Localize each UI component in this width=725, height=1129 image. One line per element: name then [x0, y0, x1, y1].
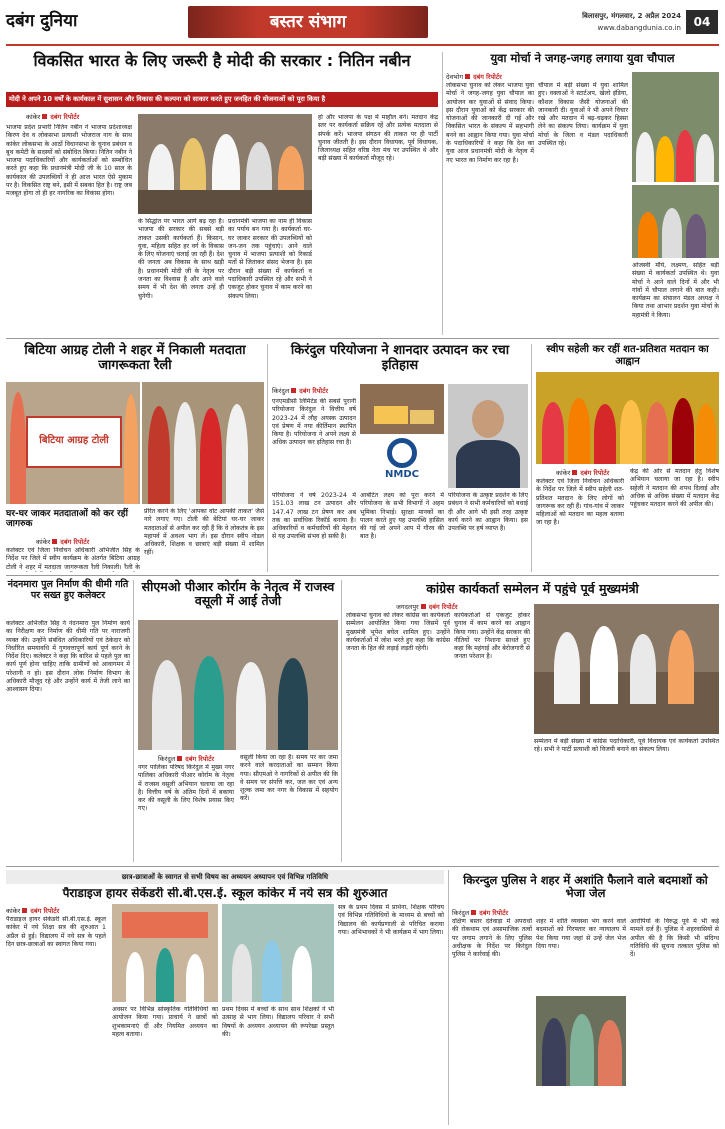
place: किरंदुल — [452, 909, 470, 917]
masthead-rule — [6, 44, 719, 46]
accused-photo — [536, 996, 626, 1086]
body-col-1: कलेक्टर एवं जिला निर्वाचन अधिकारी के निर्देश पर जिले में स्वीप सहेली शत-प्रतिशत मतदान के लिए लोगों को जागरूक कर रही हैं। गांव-गांव में जाकर महिलाओं को मतदान का महत्व बताया जा रहा है। — [536, 478, 624, 527]
body-col-1: लोकसभा चुनाव को लेकर कांग्रेस का कार्यकर्ता सम्मेलन आयोजित किया गया जिसमें पूर्व मुख्यमंत्री भूपेश बघेल शामिल हुए। उन्होंने कार्यकर्ताओं में जोश भरते हुए कहा कि कांग्रेस जनता के हित की लड़ाई लड़ती रहेगी। — [346, 612, 450, 653]
photo-figure — [226, 404, 248, 504]
nmdc-emblem — [387, 438, 417, 468]
photo-figure — [200, 408, 222, 504]
photo-divider — [632, 182, 719, 185]
body-col-4: हो और भाजपा के पक्ष में माहौल बने। मतदान केंद्र स्तर पर कार्यकर्ता सक्रिय रहें और प्रत्येक मतदाता से संपर्क करें। भाजपा संगठन की ताकत पर ही पार्टी चुनाव जीतती है। इस दौरान विधायक, पूर्व विधायक, जिलाध्यक्ष सहित वरिष्ठ नेता मंच पर उपस्थित थे और बड़ी संख्या में कार्यकर्ता मौजूद रहे। — [318, 114, 438, 163]
headline: विकसित भारत के लिए जरूरी है मोदी की सरकार : नितिन नबीन — [33, 51, 411, 70]
column-rule — [341, 580, 342, 862]
photo-figure — [174, 402, 196, 504]
logo-text: दबंग दुनिया — [6, 11, 78, 31]
reporter: दबंग रिपोर्टर — [50, 113, 80, 121]
meeting-photo — [138, 114, 312, 214]
photo-figure — [542, 1018, 566, 1086]
photo-figure — [194, 656, 224, 750]
byline — [396, 602, 458, 611]
photo-figure — [554, 632, 580, 704]
reporter: दबंग रिपोर्टर — [479, 909, 509, 917]
photo-figure — [124, 394, 138, 504]
chaupal-photo — [632, 72, 719, 258]
byline — [36, 537, 89, 546]
photo-decor — [122, 912, 208, 938]
rally-banner — [26, 416, 122, 468]
headline: युवा मोर्चा ने जगह-जगह लगाया युवा चौपाल — [490, 52, 675, 65]
photo-figure — [292, 946, 312, 1002]
photo-figure — [696, 404, 716, 464]
photo-figure — [232, 944, 252, 1002]
body-col-1: पैराडाइज हायर सेकेंडरी सी.बी.एस.ई. स्कूल कांकेर में नये शिक्षा सत्र की शुरुआत 1 अप्रैल से हुई। विद्यालय में नये सत्र के पहले दिन छात्र-छात्राओं का स्वागत किया गया। — [6, 916, 106, 948]
place: कांकेर — [36, 538, 51, 546]
body-col-2: अवसर पर विभिन्न सांस्कृतिक गतिविधियों का आयोजन किया गया। प्राचार्य ने छात्रों को शुभकामनाएं दीं और नियमित अध्ययन का महत्व बताया। — [112, 1006, 218, 1038]
byline — [6, 906, 59, 915]
body-col-2: चौपाल में बड़ी संख्या में युवा शामिल हुए। वक्ताओं ने स्टार्टअप, खेलो इंडिया, कौशल विकास जैसी योजनाओं की जानकारी दी। युवाओं ने भी अपने विचार रखे और मतदान में बढ़-चढ़कर हिस्सा लेने का संकल्प लिया। कार्यक्रम में युवा मोर्चा के जिला व मंडल पदाधिकारी उपस्थित रहे। — [538, 82, 628, 148]
reporter: दबंग रिपोर्टर — [473, 73, 502, 81]
page-number-box — [686, 10, 718, 34]
column-rule — [133, 580, 134, 862]
photo-figure — [148, 406, 170, 504]
body-col-1: नगर पालिका परिषद किरंदुल में मुख्य नगर पालिका अधिकारी पीआर कोर्राम के नेतृत्व में राजस्व वसूली अभियान चलाया जा रहा है। वित्तीय वर्ष के अंतिम दिनों में बकाया कर की वसूली के लिए विशेष प्रयास किए गए। — [138, 764, 234, 813]
story-kirandul-police — [452, 870, 719, 1125]
headline: पैराडाइज हायर सेकेंडरी सी.बी.एस.ई. स्कूल कांकेर में नये सत्र की शुरुआत — [62, 887, 388, 900]
kicker-bar — [6, 870, 444, 884]
photo-figure — [126, 952, 144, 1002]
body-col-1: एनएमडीसी लिमिटेड की सबसे पुरानी परियोजना किरंदुल ने वित्तीय वर्ष 2023-24 में लौह अयस्क उत्पादन एवं प्रेषण में नया कीर्तिमान स्थापित किया है। परियोजना ने अपने लक्ष्य से अधिक उत्पादन कर इतिहास रचा है। — [272, 398, 356, 447]
photo-figure — [186, 954, 204, 1002]
nmdc-logo — [360, 436, 444, 488]
story-sweep-saheli — [536, 344, 719, 572]
photo-figure — [636, 132, 654, 182]
column-rule — [531, 344, 532, 572]
headline: सीएमओ पीआर कोर्राम के नेतृत्व में राजस्व वसूली में आई तेजी — [141, 579, 335, 609]
body-col-1: दक्षिण बस्तर दंतेवाड़ा में अपराधों की रोकथाम एवं असामाजिक तत्वों पर लगाम लगाने के लिए पुलिस अधीक्षक के निर्देश पर किरंदुल पुलिस ने कार्रवाई की। — [452, 918, 532, 959]
photo-figure — [598, 1020, 622, 1086]
photo-figure — [568, 398, 590, 464]
masthead-logo — [6, 7, 122, 35]
byline — [158, 754, 214, 763]
byline — [556, 468, 609, 477]
column-rule — [448, 870, 449, 1125]
mine-photo — [360, 384, 444, 434]
voters-photo — [142, 382, 264, 504]
body-col-3: आरोपियों के विरुद्ध पूर्व में भी कई मामले दर्ज हैं। पुलिस ने शहरवासियों से अपील की है कि किसी भी संदिग्ध गतिविधि की सूचना तत्काल पुलिस को दें। — [630, 918, 719, 959]
photo-figure — [542, 402, 564, 464]
photo-figure — [570, 1014, 594, 1086]
school-photo-2 — [222, 904, 334, 1002]
reporter: दबंग रिपोर्टर — [30, 907, 60, 915]
body-col-3: ओजस्वी मौर्य, लक्ष्मण, सहित बड़ी संख्या में कार्यकर्ता उपस्थित थे। युवा मोर्चा ने आने वाले दिनों में और भी गांवों में चौपाल लगाने की बात कही। कार्यक्रम का संचालन मंडल अध्यक्ष ने किया तथा आभार प्रदर्शन युवा मोर्चा के महामंत्री ने किया। — [632, 262, 719, 319]
photo-table — [138, 190, 312, 214]
dateline: बिलासपुर, मंगलवार, 2 अप्रैल 2024 — [582, 12, 681, 20]
reporter: दबंग रिपोर्टर — [60, 538, 90, 546]
website: www.dabangdunia.co.in — [597, 24, 681, 32]
body-col-1: कलेक्टर एवं जिला निर्वाचन अधिकारी अभिजीत सिंह के निर्देश पर जिले में स्वीप कार्यक्रम के अंतर्गत बिटिया आग्रह टोली ने शहर में मतदाता जागरूकता रैली निकाली। रैली के — [6, 547, 140, 571]
headline: किरंदुल परियोजना ने शानदार उत्पादन कर रचा इतिहास — [290, 343, 510, 373]
place: कांकेर — [556, 469, 571, 477]
story-paradise-school — [6, 870, 444, 1125]
body-col-2: के सिद्धांत पर भारत आगे बढ़ रहा है। भाजपा की सरकार की सबसे बड़ी ताकत उसकी कार्यकर्ता हैं। किसान, युवा, महिला सहित हर वर्ग के विकास के लिए योजनाएं चलाई जा रही हैं। देश की जनता अब विकास के साथ खड़ी है। प्रधानमंत्री मोदी जी के नेतृत्व पर जनता का विश्वास है और आने वाले समय में भी देश की जनता उन्हें ही चुनेगी। — [138, 218, 224, 300]
photo-figure — [156, 948, 174, 1002]
photo-figure — [590, 626, 618, 704]
body-col-4: सत्र के प्रथम दिवस में प्रार्थना, शिक्षक परिचय एवं विभिन्न गतिविधियों के माध्यम से बच्चों को विद्यालय की कार्यप्रणाली से परिचित कराया गया। अभिभावकों ने भी कार्यक्रम में भाग लिया। — [338, 904, 444, 936]
photo-truck — [410, 410, 434, 424]
place: कांकेर — [26, 113, 41, 121]
body-col-2: परियोजना ने वर्ष 2023-24 में 151.03 लाख टन उत्पादन और 147.47 लाख टन प्रेषण कर अब तक का सर्वाधिक रिकॉर्ड बनाया है। अधिकारियों व कर्मचारियों की मेहनत से यह उपलब्धि संभव हो सकी है। — [272, 492, 356, 541]
body-col-4: परियोजना के उत्कृष्ट प्रदर्शन के लिए प्रबंधन ने सभी कर्मचारियों को बधाई दी और आगे भी इसी तरह उत्कृष्ट कार्य करने का आह्वान किया। इस उपलब्धि पर हर्ष व्याप्त है। — [448, 492, 528, 533]
photo-figure — [686, 214, 706, 258]
headline: कांग्रेस कार्यकर्ता सम्मेलन में पहुंचे पूर्व मुख्यमंत्री — [426, 582, 639, 596]
reporter: दबंग रिपोर्टर — [580, 469, 610, 477]
congress-photo — [534, 604, 719, 734]
body-col-2: शहर में शांति व्यवस्था भंग करने वाले बदमाशों को गिरफ्तार कर न्यायालय में पेश किया गया जहां से उन्हें जेल भेज दिया गया। — [536, 918, 626, 950]
place: देवभोग — [446, 73, 463, 81]
byline — [452, 908, 508, 917]
body-col-1: लोकसभा चुनाव को लेकर भाजपा युवा मोर्चा ने जगह-जगह युवा चौपाल का आयोजन कर युवाओं से संवाद किया। इस दौरान युवाओं को केंद्र सरकार की योजनाओं की जानकारी दी गई और विकसित भारत के संकल्प में सहभागी बनने का आह्वान किया गया। युवा मोर्चा के पदाधिकारियों ने कहा कि देश का युवा आज प्रधानमंत्री मोदी के नेतृत्व में नए भारत का निर्माण कर रहा है। — [446, 82, 534, 164]
photo-figure — [656, 136, 674, 182]
reporter: दबंग रिपोर्टर — [299, 387, 329, 395]
sweep-photo — [536, 372, 719, 464]
place: जगदलपुर — [396, 603, 419, 611]
photo-figure — [10, 392, 26, 504]
place: किरंदुल — [272, 387, 290, 395]
section-banner — [188, 6, 428, 38]
headline: किरन्दुल पुलिस ने शहर में अशांति फैलाने वाले बदमाशों को भेजा जेल — [463, 873, 708, 901]
photo-figure — [236, 662, 266, 750]
headline: बिटिया आग्रह टोली ने शहर में निकाली मतदाता जागरूकता रैली — [24, 343, 246, 373]
body-col-2: प्रेरित करने के लिए 'आपका वोट आपकी ताकत' जैसे नारे लगाए गए। टोली की बेटियां घर-घर जाकर मतदाताओं से अपील कर रही हैं कि वे लोकतंत्र के इस महापर्व में अवश्य भाग लें। इस दौरान स्वीप नोडल अधिकारी, शिक्षक व छात्राएं बड़ी संख्या में शामिल रहीं। — [144, 508, 264, 557]
place: किरंदुल — [158, 755, 176, 763]
photo-figure — [630, 634, 656, 704]
byline — [272, 386, 328, 395]
headline: नंदनमारा पुल निर्माण की धीमी गति पर सख्त हुए कलेक्टर — [7, 579, 129, 601]
kicker: छात्र-छात्राओं के स्वागत से सभी विषय का अध्ययन अध्यापन एवं विभिन्न गतिविधि — [121, 873, 329, 881]
photo-figure — [662, 208, 682, 258]
body-col-3: प्रधानमंत्री भाजपा का नाम ही विकास का पर्याय बन गया है। कार्यकर्ता घर-घर जाकर सरकार की उपलब्धियों को जन-जन तक पहुंचाएं। आने वाले चुनाव में भाजपा प्रत्याशी को रिकार्ड मतों से जिताकर संसद भेजना है। इस दौरान बड़ी संख्या में कार्यकर्ता व पदाधिकारी उपस्थित रहे और सभी ने एकजुट होकर चुनाव में काम करने का संकल्प लिया। — [228, 218, 312, 300]
photo-figure — [646, 402, 668, 464]
photo-figure — [676, 130, 694, 182]
body-col-1: भाजपा प्रदेश प्रभारी नितिन नबीन ने भाजपा प्रदेशाध्यक्ष किरण देव व लोकसभा प्रत्याशी भोजराज नाग के साथ कांकेर लोकसभा के आठों विधानसभा के चुनाव प्रबंधन व बूथ कमेटी के सदस्यों को संबोधित किया। नितिन नबीन ने भाजपा पदाधिकारियों और कार्यकर्ताओं को सम्बोधित करते हुए कहा कि प्रधानमंत्री मोदी जी के 10 साल के कार्यकाल की उपलब्धियों ने ही आज भारत ऐसे मुकाम पर है। विकसित राष्ट्र बने, इसी में सबका हित है। राष्ट्र जब मजबूत होगा तो ही हर नागरिक का विकास होगा। — [6, 124, 132, 198]
reporter: दबंग रिपोर्टर — [428, 603, 458, 611]
officials-photo — [138, 620, 338, 750]
body-col-3: प्रथम दिवस में बच्चों के साथ साथ शिक्षकों ने भी उत्साह से भाग लिया। विद्यालय परिवार ने सभी विषयों के अध्ययन अध्यापन की रूपरेखा प्रस्तुत की। — [222, 1006, 334, 1038]
place: कांकेर — [6, 907, 21, 915]
row-rule — [6, 866, 719, 867]
column-rule — [442, 52, 443, 335]
photo-figure — [696, 134, 714, 182]
byline — [446, 72, 502, 81]
photo-truck — [374, 406, 408, 424]
column-rule — [267, 344, 268, 572]
photo-figure — [638, 212, 658, 258]
body: कलेक्टर अभिजीत सिंह ने नंदनमारा पुल निर्माण कार्य का निरीक्षण कर निर्माण की धीमी गति पर नाराजगी व्यक्त की। उन्होंने संबंधित अधिकारियों एवं ठेकेदार को निर्धारित समयावधि में गुणवत्तापूर्ण कार्य पूर्ण करने के निर्देश दिए। कलेक्टर ने कहा कि बारिश से पहले पुल का कार्य पूर्ण होना चाहिए ताकि ग्रामीणों को आवागमन में परेशानी न हो। इस दौरान लोक निर्माण विभाग के अधिकारी मौजूद रहे और उन्होंने कार्य में तेजी लाने का आश्वासन दिया। — [6, 620, 130, 694]
school-photo-1 — [112, 904, 218, 1002]
photo-figure — [668, 630, 694, 704]
nmdc-text: NMDC — [385, 469, 419, 480]
body-col-2: कार्यकर्ताओं से एकजुट होकर चुनाव में काम करने का आह्वान किया गया। उन्होंने केंद्र सरकार की नीतियों पर निशाना साधते हुए कहा कि महंगाई और बेरोजगारी से जनता परेशान है। — [454, 612, 530, 661]
sub-headline: घर-घर जाकर मतदाताओं को कर रहीं जागरुक — [6, 509, 128, 530]
row-rule — [6, 338, 719, 339]
story-kirandul-project — [272, 344, 528, 572]
photo-figure — [594, 404, 616, 464]
section-title: बस्तर संभाग — [269, 12, 347, 32]
byline — [26, 112, 79, 121]
deck: मोदी ने अपने 10 वर्षों के कार्यकाल में सुशासन और विकास की कल्पना को साकार करते हुए जनहित की योजनाओं को पूरा किया है — [9, 95, 326, 103]
row-rule — [6, 575, 719, 576]
banner-text: बिटिया आग्रह टोली — [39, 435, 109, 446]
headline: स्वीप सहेली कर रहीं शत-प्रतिशत मतदान का आह्वान — [546, 344, 709, 367]
story-bitiya-aagrah — [6, 344, 264, 572]
story-yuva-chaupal — [446, 52, 719, 335]
story-revenue-recovery — [138, 580, 338, 862]
photo-figure — [278, 658, 308, 750]
deck-bar — [6, 92, 438, 107]
story-nitin-nabin — [6, 52, 438, 335]
body-col-3: आबंटित लक्ष्य को पूरा करने में परियोजना के सभी विभागों ने अहम भूमिका निभाई। सुरक्षा मानकों का पालन करते हुए यह उपलब्धि हासिल की गई जो अपने आप में गौरव की बात है। — [360, 492, 444, 541]
photo-figure — [152, 660, 182, 750]
reporter: दबंग रिपोर्टर — [185, 755, 215, 763]
rally-photo — [6, 382, 140, 504]
body-col-3: सम्मेलन में बड़ी संख्या में कांग्रेस पदाधिकारी, पूर्व विधायक एवं कार्यकर्ता उपस्थित रहे। सभी ने पार्टी प्रत्याशी को विजयी बनाने का संकल्प लिया। — [534, 738, 719, 754]
body-col-2: केंद्र की ओर से मतदान हेतु विशेष अभियान चलाया जा रहा है। स्वीप सहेली ने मतदान की शपथ दिलाई और अधिक से अधिक संख्या में मतदान केंद्र पहुंचकर मतदान करने की अपील की। — [630, 468, 719, 509]
body-col-2: वसूली किया जा रहा है। समय पर कर जमा करने वाले करदाताओं का सम्मान किया गया। सीएमओ ने नागरिकों से अपील की कि वे समय पर संपत्ति कर, जल कर एवं अन्य शुल्क जमा कर नगर के विकास में सहयोग करें। — [240, 754, 338, 803]
page-number: 04 — [693, 15, 711, 29]
story-congress-meeting — [346, 580, 719, 862]
portrait-suit — [456, 440, 520, 488]
portrait-head — [472, 400, 504, 438]
masthead — [0, 0, 725, 46]
photo-figure — [620, 400, 642, 464]
photo-figure — [262, 940, 282, 1002]
photo-figure — [672, 398, 694, 464]
official-portrait — [448, 384, 528, 488]
story-nandanmara-bridge — [6, 580, 130, 862]
